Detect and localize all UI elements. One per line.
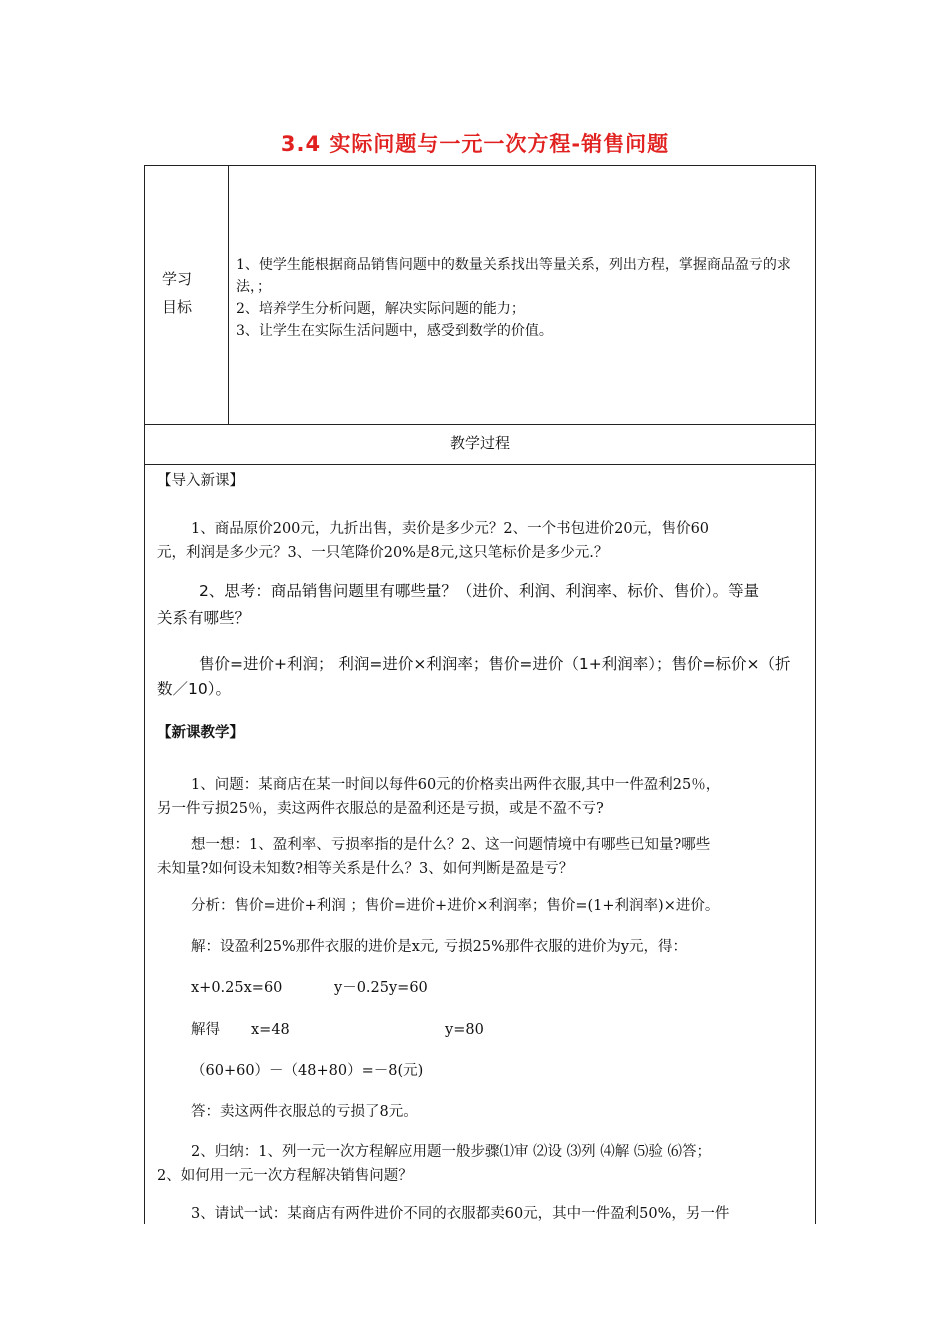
solve-y: y=80 — [445, 1022, 484, 1038]
think-line1: 想一想：1、盈利率、亏损率指的是什么？2、这一问题情境中有哪些已知量?哪些 — [191, 837, 711, 853]
goal-item: 2、培养学生分析问题，解决实际问题的能力； — [236, 301, 525, 317]
problem-line2: 另一件亏损25％，卖这两件衣服总的是盈利还是亏损，或是不盈不亏? — [157, 801, 604, 817]
page-title: 3.4 实际问题与一元一次方程-销售问题 — [280, 132, 670, 156]
intro-relations-line1: 售价=进价+利润； 利润=进价×利润率；售价=进价（1+利润率）；售价=标价×（折 — [199, 655, 791, 673]
calculation: （60+60）－（48+80）=－8(元) — [191, 1063, 424, 1079]
summary-line2: 2、如何用一元一次方程解决销售问题？ — [157, 1168, 413, 1184]
solve-label: 解得 — [191, 1022, 220, 1038]
intro-question-line1: 1、商品原价200元，九折出售，卖价是多少元？2、一个书包进价20元，售价60 — [191, 521, 710, 537]
answer-text: 答：卖这两件衣服总的亏损了8元。 — [191, 1104, 418, 1120]
learning-goals-label — [145, 166, 229, 424]
intro-heading: 【导入新课】 — [157, 473, 244, 489]
goals-label-line1: 学习 — [162, 270, 193, 288]
intro-relations-line2: 数／10）。 — [157, 680, 231, 698]
goal-item: 3、让学生在实际生活问题中，感受到数学的价值。 — [236, 323, 553, 339]
goals-label-line2: 目标 — [162, 298, 193, 316]
summary-line1: 2、归纳：1、列一元一次方程解应用题一般步骤⑴审 ⑵设 ⑶列 ⑷解 ⑸验 ⑹答； — [191, 1144, 711, 1160]
analysis-text: 分析：售价=进价+利润 ；售价=进价+进价×利润率；售价=(1+利润率)×进价。 — [191, 898, 720, 914]
solution-text: 解：设盈利25%那件衣服的进价是x元, 亏损25%那件衣服的进价为y元，得： — [191, 939, 688, 955]
goal-item: 1、使学生能根据商品销售问题中的数量关系找出等量关系，列出方程，掌握商品盈亏的求法，； — [236, 257, 791, 295]
problem-line1: 1、问题：某商店在某一时间以每件60元的价格卖出两件衣服,其中一件盈利25％， — [191, 777, 721, 793]
solve-x: x=48 — [251, 1022, 290, 1038]
intro-think-line2: 关系有哪些？ — [157, 609, 251, 627]
learning-goals-list — [236, 254, 806, 342]
try-line1: 3、请试一试：某商店有两件进价不同的衣服都卖60元，其中一件盈利50%，另一件 — [191, 1206, 730, 1222]
equation-x: x+0.25x=60 — [191, 980, 283, 996]
intro-think-line1: 2、思考：商品销售问题里有哪些量？（进价、利润、利润率、标价、售价）。等量 — [199, 582, 760, 600]
teaching-process-title: 教学过程 — [449, 434, 510, 452]
newlesson-heading: 【新课教学】 — [157, 725, 244, 741]
lesson-table — [144, 165, 816, 1224]
intro-question-line2: 元，利润是多少元？3、一只笔降价20%是8元,这只笔标价是多少元.？ — [157, 545, 609, 561]
learning-goals-row — [145, 166, 815, 425]
think-line2: 未知量?如何设未知数?相等关系是什么？3、如何判断是盈是亏？ — [157, 861, 574, 877]
teaching-process-header — [145, 424, 815, 465]
equation-y: y－0.25y=60 — [334, 980, 428, 996]
